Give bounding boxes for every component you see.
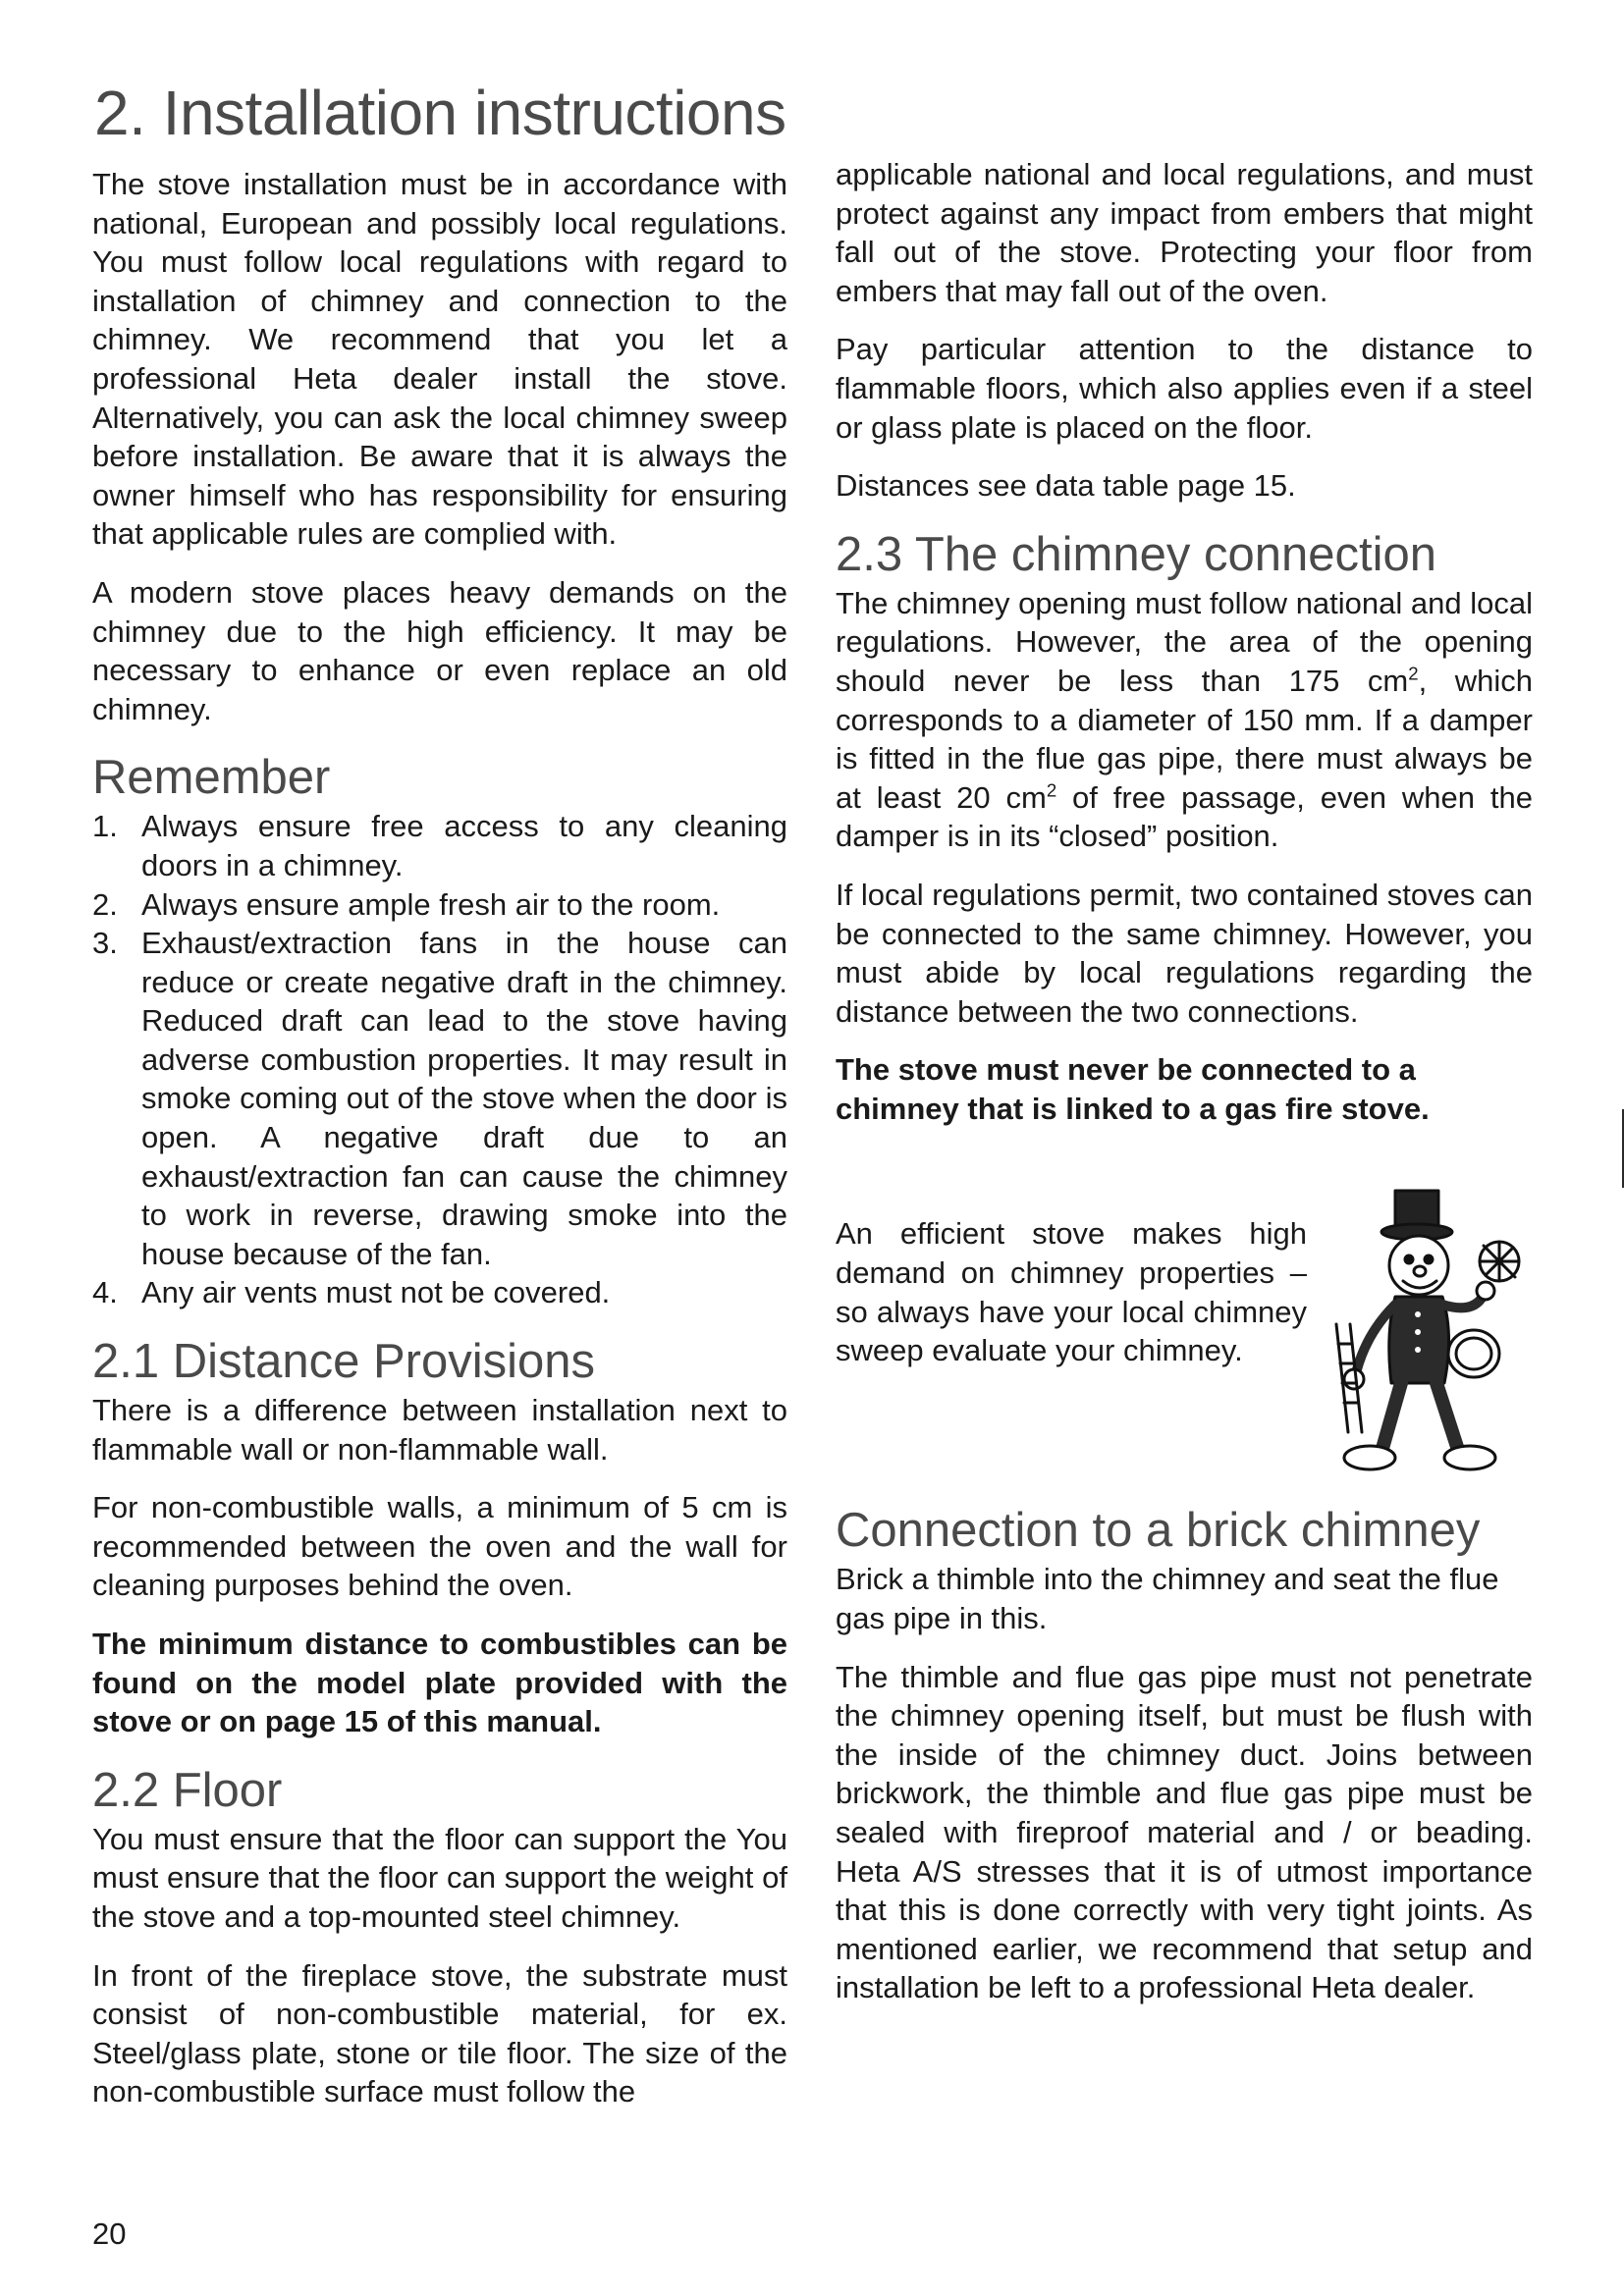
- chimney-paragraph-1: [836, 584, 1533, 856]
- chimney-connection-heading: 2.3 The chimney connection: [836, 527, 1436, 581]
- chimney-sweep-text: An efficient stove makes high demand on chimney properties – so always have your local chimney sweep evaluate your chimney.: [836, 1216, 1307, 1368]
- list-item: [92, 924, 787, 1273]
- brick-chimney-heading: Connection to a brick chimney: [836, 1504, 1481, 1558]
- list-item-number: 1.: [92, 809, 118, 844]
- list-item-number: 2.: [92, 886, 118, 922]
- list-item: [92, 1273, 787, 1312]
- right-column: [836, 155, 1533, 2027]
- brick-paragraph-1: Brick a thimble into the chimney and seat the flue gas pipe in this.: [836, 1562, 1499, 1636]
- floor-paragraph-1: You must ensure that the floor can support the You must ensure that the floor can support the weight of the stove and a top-mounted steel chimney.: [92, 1821, 787, 1934]
- floor-paragraph-2: In front of the fireplace stove, the substrate must consist of non-combustible material, for ex. Steel/glass plate, stone or tile floor. The size of the non-combustible surface must follow the: [92, 1957, 787, 2109]
- list-item-number: 4.: [92, 1275, 118, 1310]
- list-item-text: Always ensure ample fresh air to the room.: [141, 886, 721, 922]
- floor-heading: 2.2 Floor: [92, 1763, 283, 1817]
- list-item-text: Exhaust/extraction fans in the house can reduce or create negative draft in the chimney. Reduced draft can lead to the stove having adverse combustion properties. It may result in smoke coming out of the stove when the door is open. A negative draft due to an exhaust/extraction fan can cause the chimney to work in reverse, drawing smoke into the house because of the fan.: [141, 926, 787, 1271]
- intro-paragraph-2: A modern stove places heavy demands on the chimney due to the high efficiency. It may be necessary to enhance or even replace an old chimney.: [92, 574, 787, 726]
- list-item: [92, 885, 787, 925]
- superscript-2: 2: [1046, 779, 1057, 801]
- chimney-text-part-b: , which corresponds to a diameter of 150 mm. If a damper is fitted in the flue gas pipe, there must always be at least 20 cm: [836, 663, 1534, 815]
- chimney-sweep-illustration-icon: [1326, 1187, 1533, 1481]
- chimney-text-part-a: The chimney opening must follow national and local regulations. However, the area of the opening should never be less than 175 cm: [836, 585, 1533, 698]
- remember-heading: Remember: [92, 751, 331, 805]
- brick-paragraph-2: The thimble and flue gas pipe must not penetrate the chimney opening itself, but must be flush with the inside of the chimney duct. Joins between brickwork, the thimble and flue gas pipe must be sealed with fireproof material and / or beading. Heta A/S stresses that it is of utmost importance that this is done correctly with very tight joints. As mentioned earlier, we recommend that setup and installation be left to a professional Heta dealer.: [836, 1659, 1533, 2005]
- distance-paragraph-1: There is a difference between installation next to flammable wall or non-flammable wall.: [92, 1393, 787, 1467]
- chimney-bold-warning: The stove must never be connected to a chimney that is linked to a gas fire stove.: [836, 1052, 1430, 1126]
- distances-reference: Distances see data table page 15.: [836, 468, 1296, 504]
- floor-continued-paragraph-1: applicable national and local regulations, and must protect against any impact from embers that might fall out of the stove. Protecting your floor from embers that may fall out of the oven.: [836, 157, 1533, 308]
- chimney-text-part-c: of free passage, even when the damper is in its “closed” position.: [836, 779, 1533, 854]
- chimney-paragraph-2: If local regulations permit, two contained stoves can be connected to the same chimney. However, you must abide by local regulations regarding the distance between the two connections.: [836, 877, 1533, 1029]
- chimney-sweep-callout: [836, 1187, 1533, 1481]
- intro-paragraph-1: The stove installation must be in accordance with national, European and possibly local regulations. You must follow local regulations with regard to installation of chimney and connection to the chimney. We recommend that you let a professional Heta dealer install the stove. Alternatively, you can ask the local chimney sweep before installation. Be aware that it is always the owner himself who has responsibility for ensuring that applicable rules are complied with.: [92, 167, 787, 552]
- page-title: 2. Installation instructions: [94, 78, 786, 148]
- floor-continued-paragraph-2: Pay particular attention to the distance to flammable floors, which also applies even if a steel or glass plate is placed on the floor.: [836, 332, 1533, 445]
- distance-provisions-heading: 2.1 Distance Provisions: [92, 1335, 596, 1389]
- list-item-text: Always ensure free access to any cleaning doors in a chimney.: [141, 809, 787, 882]
- left-column: [92, 165, 787, 2131]
- list-item: [92, 807, 787, 884]
- distance-bold-note: The minimum distance to combustibles can be found on the model plate provided with the stove or on page 15 of this manual.: [92, 1627, 787, 1739]
- superscript-2: 2: [1408, 663, 1419, 684]
- distance-paragraph-2: For non-combustible walls, a minimum of 5 cm is recommended between the oven and the wall for cleaning purposes behind the oven.: [92, 1490, 787, 1603]
- list-item-number: 3.: [92, 926, 118, 961]
- remember-list: [92, 807, 787, 1312]
- list-item-text: Any air vents must not be covered.: [141, 1275, 611, 1310]
- page-number: 20: [92, 2216, 127, 2251]
